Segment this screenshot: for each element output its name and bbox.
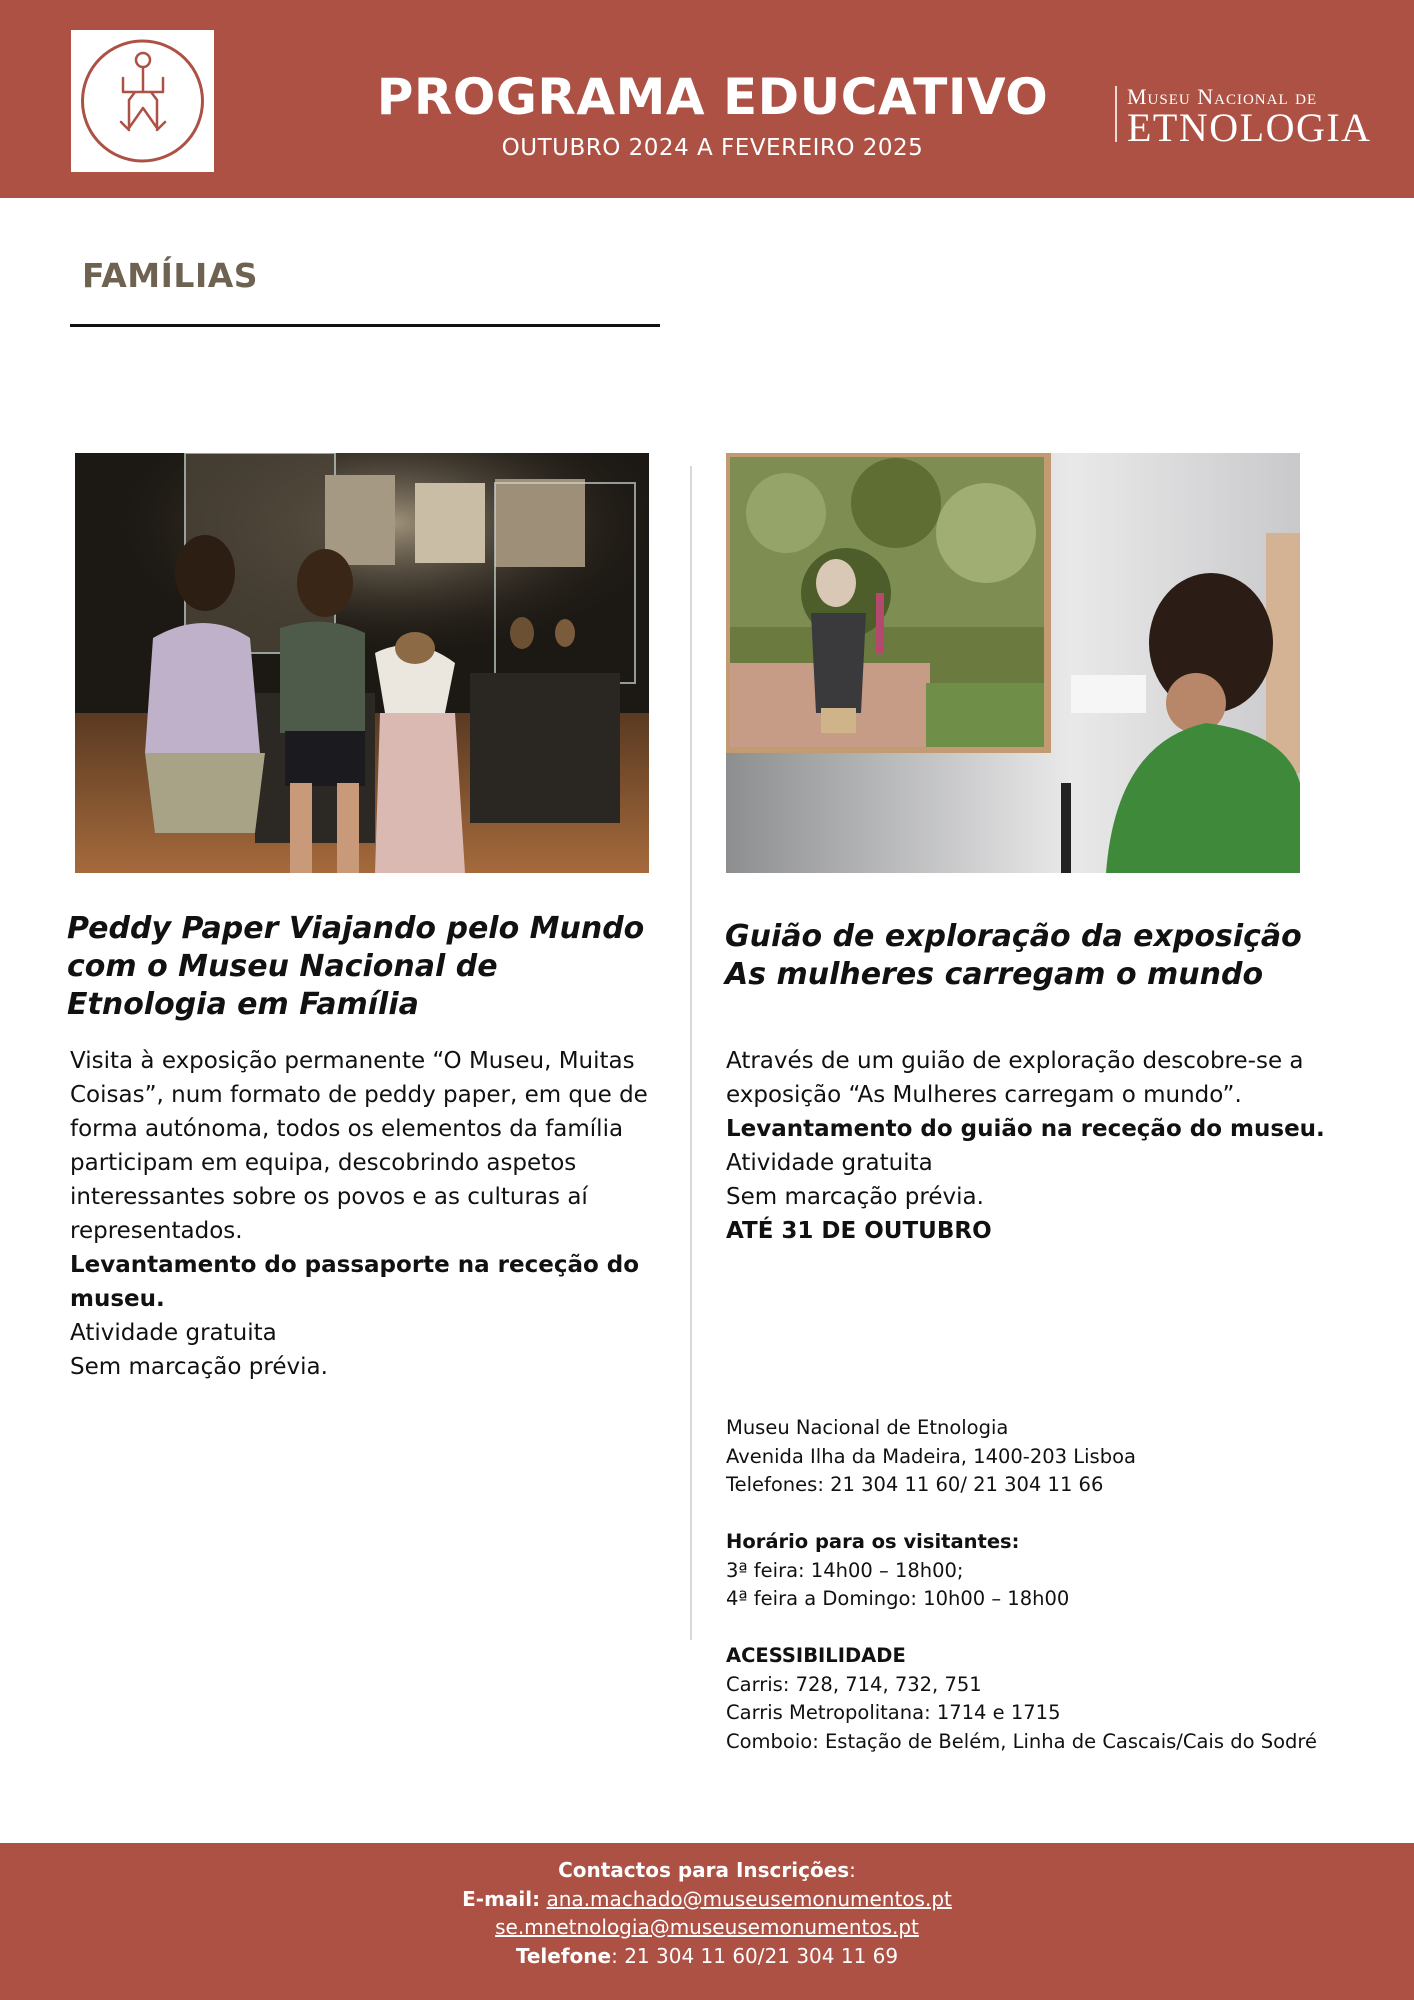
activity-pickup: Levantamento do guião na receção do museu. [726, 1116, 1325, 1142]
email-link-1[interactable]: ana.machado@museusemonumentos.pt [546, 1886, 952, 1911]
visiting-hours-block [726, 1528, 1330, 1614]
activity-deadline: ATÉ 31 DE OUTUBRO [726, 1218, 992, 1244]
activity-title-guiao: Guião de exploração da exposição As mulheres carregam o mundo [725, 919, 1302, 992]
museum-name: Museu Nacional de Etnologia [726, 1416, 1009, 1439]
section-underline [70, 324, 660, 327]
activity-title-peddy-paper: Peddy Paper Viajando pelo Mundo com o Museu Nacional de Etnologia em Família [67, 911, 645, 1022]
phone-label: Telefone [515, 1943, 612, 1968]
hours-tuesday: 3ª feira: 14h00 – 18h00; [726, 1558, 964, 1582]
access-title: ACESSIBILIDADE [726, 1644, 906, 1667]
boy-viewing-photograph-photo-icon [726, 453, 1300, 873]
footer-contacts [0, 1843, 1414, 2000]
contacts-heading [0, 1856, 1414, 1885]
hours-wed-sun: 4ª feira a Domingo: 10h00 – 18h00 [726, 1587, 1070, 1610]
activity-body-guiao [726, 1044, 1326, 1248]
museum-figure-logo-icon [71, 30, 214, 172]
phone-line [0, 1942, 1414, 1971]
phone-value: : 21 304 11 60/21 304 11 69 [611, 1943, 899, 1968]
email-line-2 [0, 1913, 1414, 1942]
activity-booking: Sem marcação prévia. [726, 1184, 984, 1210]
program-period: OUTUBRO 2024 A FEVEREIRO 2025 [501, 135, 924, 161]
brand-line-top: Museu Nacional de [1127, 84, 1318, 109]
access-carris: Carris: 728, 714, 732, 751 [726, 1672, 982, 1696]
museum-logo [71, 30, 214, 172]
museum-address: Avenida Ilha da Madeira, 1400-203 Lisboa [726, 1444, 1136, 1468]
contacts-title: Contactos para Inscrições [558, 1858, 850, 1882]
activity-body-peddy-paper [70, 1044, 660, 1384]
activity-description: Visita à exposição permanente “O Museu, Muitas Coisas”, num formato de peddy paper, em que de forma autónoma, todos os elementos da família participam em equipa, descobrindo aspetos interessantes sobre os povos e as culturas aí representados. [70, 1048, 648, 1244]
children-museum-visit-photo-icon [75, 453, 649, 873]
contacts-colon: : [849, 1858, 856, 1882]
accessibility-block [726, 1642, 1330, 1756]
brand-divider [1115, 86, 1117, 142]
program-title: PROGRAMA EDUCATIVO [376, 68, 1049, 126]
activity-price: Atividade gratuita [70, 1320, 277, 1346]
hours-title: Horário para os visitantes: [726, 1530, 1020, 1553]
brand-line-main: ETNOLOGIA [1127, 105, 1372, 150]
header-banner [0, 0, 1414, 198]
activity-price: Atividade gratuita [726, 1150, 933, 1176]
activity-description: Através de um guião de exploração descobre-se a exposição “As Mulheres carregam o mundo”. [726, 1048, 1304, 1108]
activity-pickup: Levantamento do passaporte na receção do museu. [70, 1252, 640, 1312]
access-carris-metropolitana: Carris Metropolitana: 1714 e 1715 [726, 1701, 1061, 1724]
access-train: Comboio: Estação de Belém, Linha de Cascais/Cais do Sodré [726, 1729, 1317, 1753]
activity-booking: Sem marcação prévia. [70, 1354, 328, 1380]
museum-address-block [726, 1414, 1330, 1500]
email-line [0, 1885, 1414, 1914]
email-link-2[interactable]: se.mnetnologia@museusemonumentos.pt [495, 1915, 919, 1939]
section-title: FAMÍLIAS [82, 256, 259, 295]
museum-phones: Telefones: 21 304 11 60/ 21 304 11 66 [726, 1473, 1104, 1496]
email-label: E-mail: [462, 1886, 541, 1911]
column-divider [690, 466, 692, 1640]
